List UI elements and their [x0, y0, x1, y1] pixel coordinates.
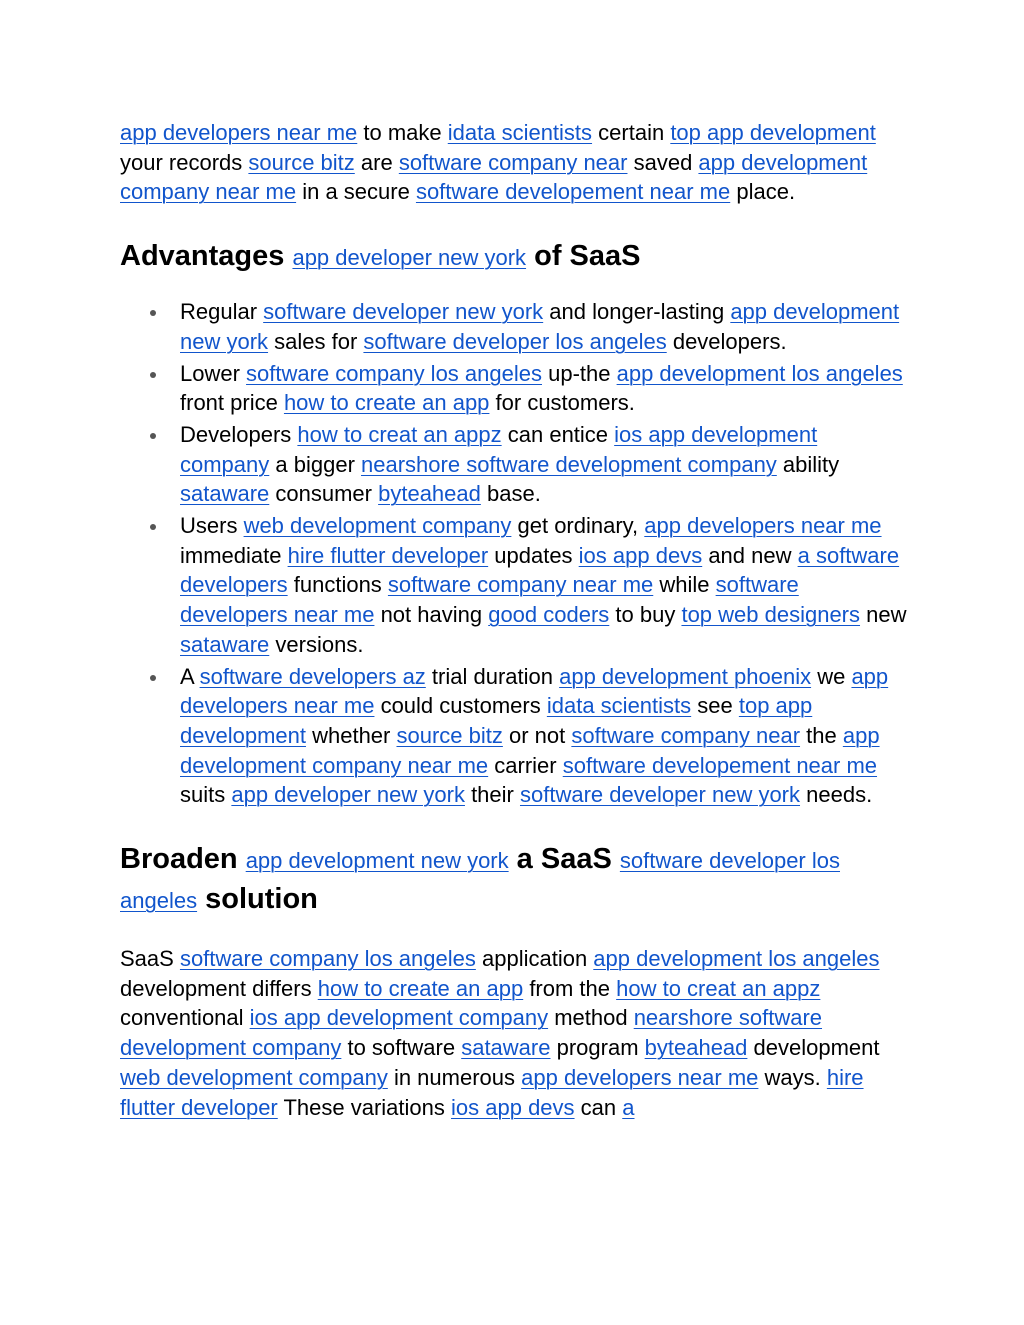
inline-link[interactable]: ios app devs: [578, 542, 703, 568]
inline-link[interactable]: software company los angeles: [246, 360, 542, 386]
text-run: functions: [287, 572, 388, 598]
text-run: Broaden: [120, 843, 246, 876]
inline-link[interactable]: sataware: [461, 1035, 551, 1061]
inline-link[interactable]: nearshore software development company: [361, 451, 777, 477]
text-run: and longer-lasting: [543, 299, 731, 325]
text-run: are: [354, 149, 399, 175]
inline-link[interactable]: how to creat an appz: [616, 975, 821, 1001]
inline-link[interactable]: good coders: [488, 602, 610, 628]
text-run: saved: [627, 149, 699, 175]
inline-link[interactable]: sataware: [180, 481, 270, 507]
inline-link[interactable]: app developer new york: [231, 782, 465, 808]
text-run: development: [747, 1035, 880, 1061]
text-run: ways.: [758, 1064, 827, 1090]
text-run: consumer: [269, 481, 379, 507]
inline-link[interactable]: app developer new york: [292, 245, 527, 271]
inline-link[interactable]: software developers near me: [180, 572, 799, 628]
text-run: sales for: [268, 328, 364, 354]
text-run: program: [550, 1035, 645, 1061]
text-run: from the: [523, 975, 617, 1001]
inline-link[interactable]: software company near: [398, 149, 628, 175]
inline-link[interactable]: top app development: [670, 120, 876, 145]
heading-broaden: [120, 840, 910, 920]
text-run: while: [653, 572, 716, 598]
text-run: place.: [730, 179, 796, 205]
advantages-list: [120, 297, 910, 810]
text-run: your records: [120, 149, 249, 175]
heading-advantages: [120, 237, 910, 277]
text-run: the: [800, 722, 843, 748]
list-item: [180, 511, 910, 660]
text-run: see: [691, 693, 739, 719]
intro-paragraph: [120, 118, 910, 207]
inline-link[interactable]: software developers az: [199, 663, 426, 689]
inline-link[interactable]: app developers near me: [521, 1064, 759, 1090]
text-run: Users: [180, 513, 244, 539]
inline-link[interactable]: sataware: [180, 631, 270, 657]
list-item: [180, 359, 910, 418]
text-run: and new: [702, 542, 798, 568]
inline-link[interactable]: idata scientists: [447, 120, 593, 145]
inline-link[interactable]: nearshore software development company: [120, 1005, 823, 1061]
inline-link[interactable]: source bitz: [248, 149, 355, 175]
inline-link[interactable]: app developers near me: [180, 663, 889, 719]
inline-link[interactable]: software developer new york: [263, 299, 544, 325]
text-run: solution: [197, 883, 318, 916]
inline-link[interactable]: hire flutter developer: [120, 1064, 864, 1120]
text-run: for customers.: [489, 390, 635, 416]
text-run: Advantages: [120, 240, 293, 273]
list-item: [180, 420, 910, 509]
text-run: updates: [488, 542, 579, 568]
text-run: Regular: [180, 299, 264, 325]
text-run: can entice: [501, 421, 615, 447]
inline-link[interactable]: software company near: [571, 722, 801, 748]
inline-link[interactable]: how to creat an appz: [297, 421, 502, 447]
text-run: of SaaS: [526, 240, 641, 273]
text-run: Developers: [180, 421, 298, 447]
text-run: method: [548, 1005, 634, 1031]
inline-link[interactable]: byteahead: [378, 481, 481, 507]
inline-link[interactable]: how to create an app: [317, 975, 524, 1001]
text-run: get ordinary,: [511, 513, 645, 539]
text-run: up-the: [541, 360, 617, 386]
inline-link[interactable]: web development company: [120, 1064, 388, 1090]
text-run: development differs: [120, 975, 318, 1001]
text-run: Lower: [180, 360, 247, 386]
text-run: trial duration: [425, 663, 560, 689]
text-run: carrier: [488, 752, 563, 778]
inline-link[interactable]: web development company: [243, 513, 512, 539]
inline-link[interactable]: a: [622, 1094, 635, 1120]
inline-link[interactable]: ios app devs: [451, 1094, 575, 1120]
document-page: [120, 118, 910, 1122]
inline-link[interactable]: byteahead: [644, 1035, 748, 1061]
text-run: we: [811, 663, 852, 689]
text-run: immediate: [180, 542, 288, 568]
inline-link[interactable]: app development company near me: [180, 722, 880, 778]
text-run: to make: [357, 120, 448, 145]
inline-link[interactable]: source bitz: [396, 722, 503, 748]
text-run: A: [180, 663, 200, 689]
text-run: needs.: [800, 782, 873, 808]
text-run: can: [574, 1094, 623, 1120]
text-run: a bigger: [269, 451, 362, 477]
inline-link[interactable]: app developers near me: [644, 513, 882, 539]
inline-link[interactable]: app development los angeles: [616, 360, 903, 386]
text-run: base.: [480, 481, 541, 507]
inline-link[interactable]: ios app development company: [180, 421, 818, 477]
inline-link[interactable]: app development new york: [180, 299, 900, 354]
inline-link[interactable]: app development los angeles: [593, 946, 880, 972]
inline-link[interactable]: idata scientists: [546, 693, 692, 719]
text-run: front price: [180, 390, 284, 416]
inline-link[interactable]: software developer new york: [519, 782, 801, 808]
list-item: [180, 297, 910, 356]
text-run: conventional: [120, 1005, 250, 1031]
text-run: SaaS: [120, 946, 180, 972]
text-run: a SaaS: [508, 843, 620, 876]
text-run: versions.: [269, 631, 364, 657]
inline-link[interactable]: app developers near me: [120, 120, 358, 145]
inline-link[interactable]: software developement near me: [562, 752, 878, 778]
inline-link[interactable]: software company near me: [387, 572, 654, 598]
inline-link[interactable]: top web designers: [681, 602, 861, 628]
inline-link[interactable]: app development new york: [245, 848, 509, 874]
inline-link[interactable]: app development company near me: [120, 149, 868, 205]
text-run: application: [475, 946, 594, 972]
text-run: to software: [341, 1035, 462, 1061]
text-run: ability: [776, 451, 840, 477]
text-run: new: [860, 602, 907, 628]
inline-link[interactable]: hire flutter developer: [287, 542, 489, 568]
text-run: whether: [305, 722, 397, 748]
text-run: not having: [374, 602, 489, 628]
text-run: suits: [180, 782, 232, 808]
inline-link[interactable]: how to create an app: [283, 390, 490, 416]
inline-link[interactable]: software developement near me: [415, 179, 731, 205]
text-run: certain: [592, 120, 671, 145]
text-run: These variations: [277, 1094, 452, 1120]
inline-link[interactable]: app development phoenix: [559, 663, 812, 689]
text-run: to buy: [609, 602, 682, 628]
text-run: or not: [502, 722, 572, 748]
inline-link[interactable]: software developer los angeles: [120, 848, 840, 914]
inline-link[interactable]: a software developers: [180, 542, 900, 598]
text-run: developers.: [666, 328, 787, 354]
text-run: their: [464, 782, 520, 808]
broaden-paragraph: [120, 944, 910, 1122]
list-item: [180, 662, 910, 811]
text-run: could customers: [374, 693, 547, 719]
inline-link[interactable]: ios app development company: [249, 1005, 549, 1031]
inline-link[interactable]: software company los angeles: [179, 946, 476, 972]
inline-link[interactable]: top app development: [180, 693, 813, 748]
inline-link[interactable]: software developer los angeles: [363, 328, 667, 354]
text-run: in numerous: [387, 1064, 522, 1090]
text-run: in a secure: [296, 179, 416, 205]
